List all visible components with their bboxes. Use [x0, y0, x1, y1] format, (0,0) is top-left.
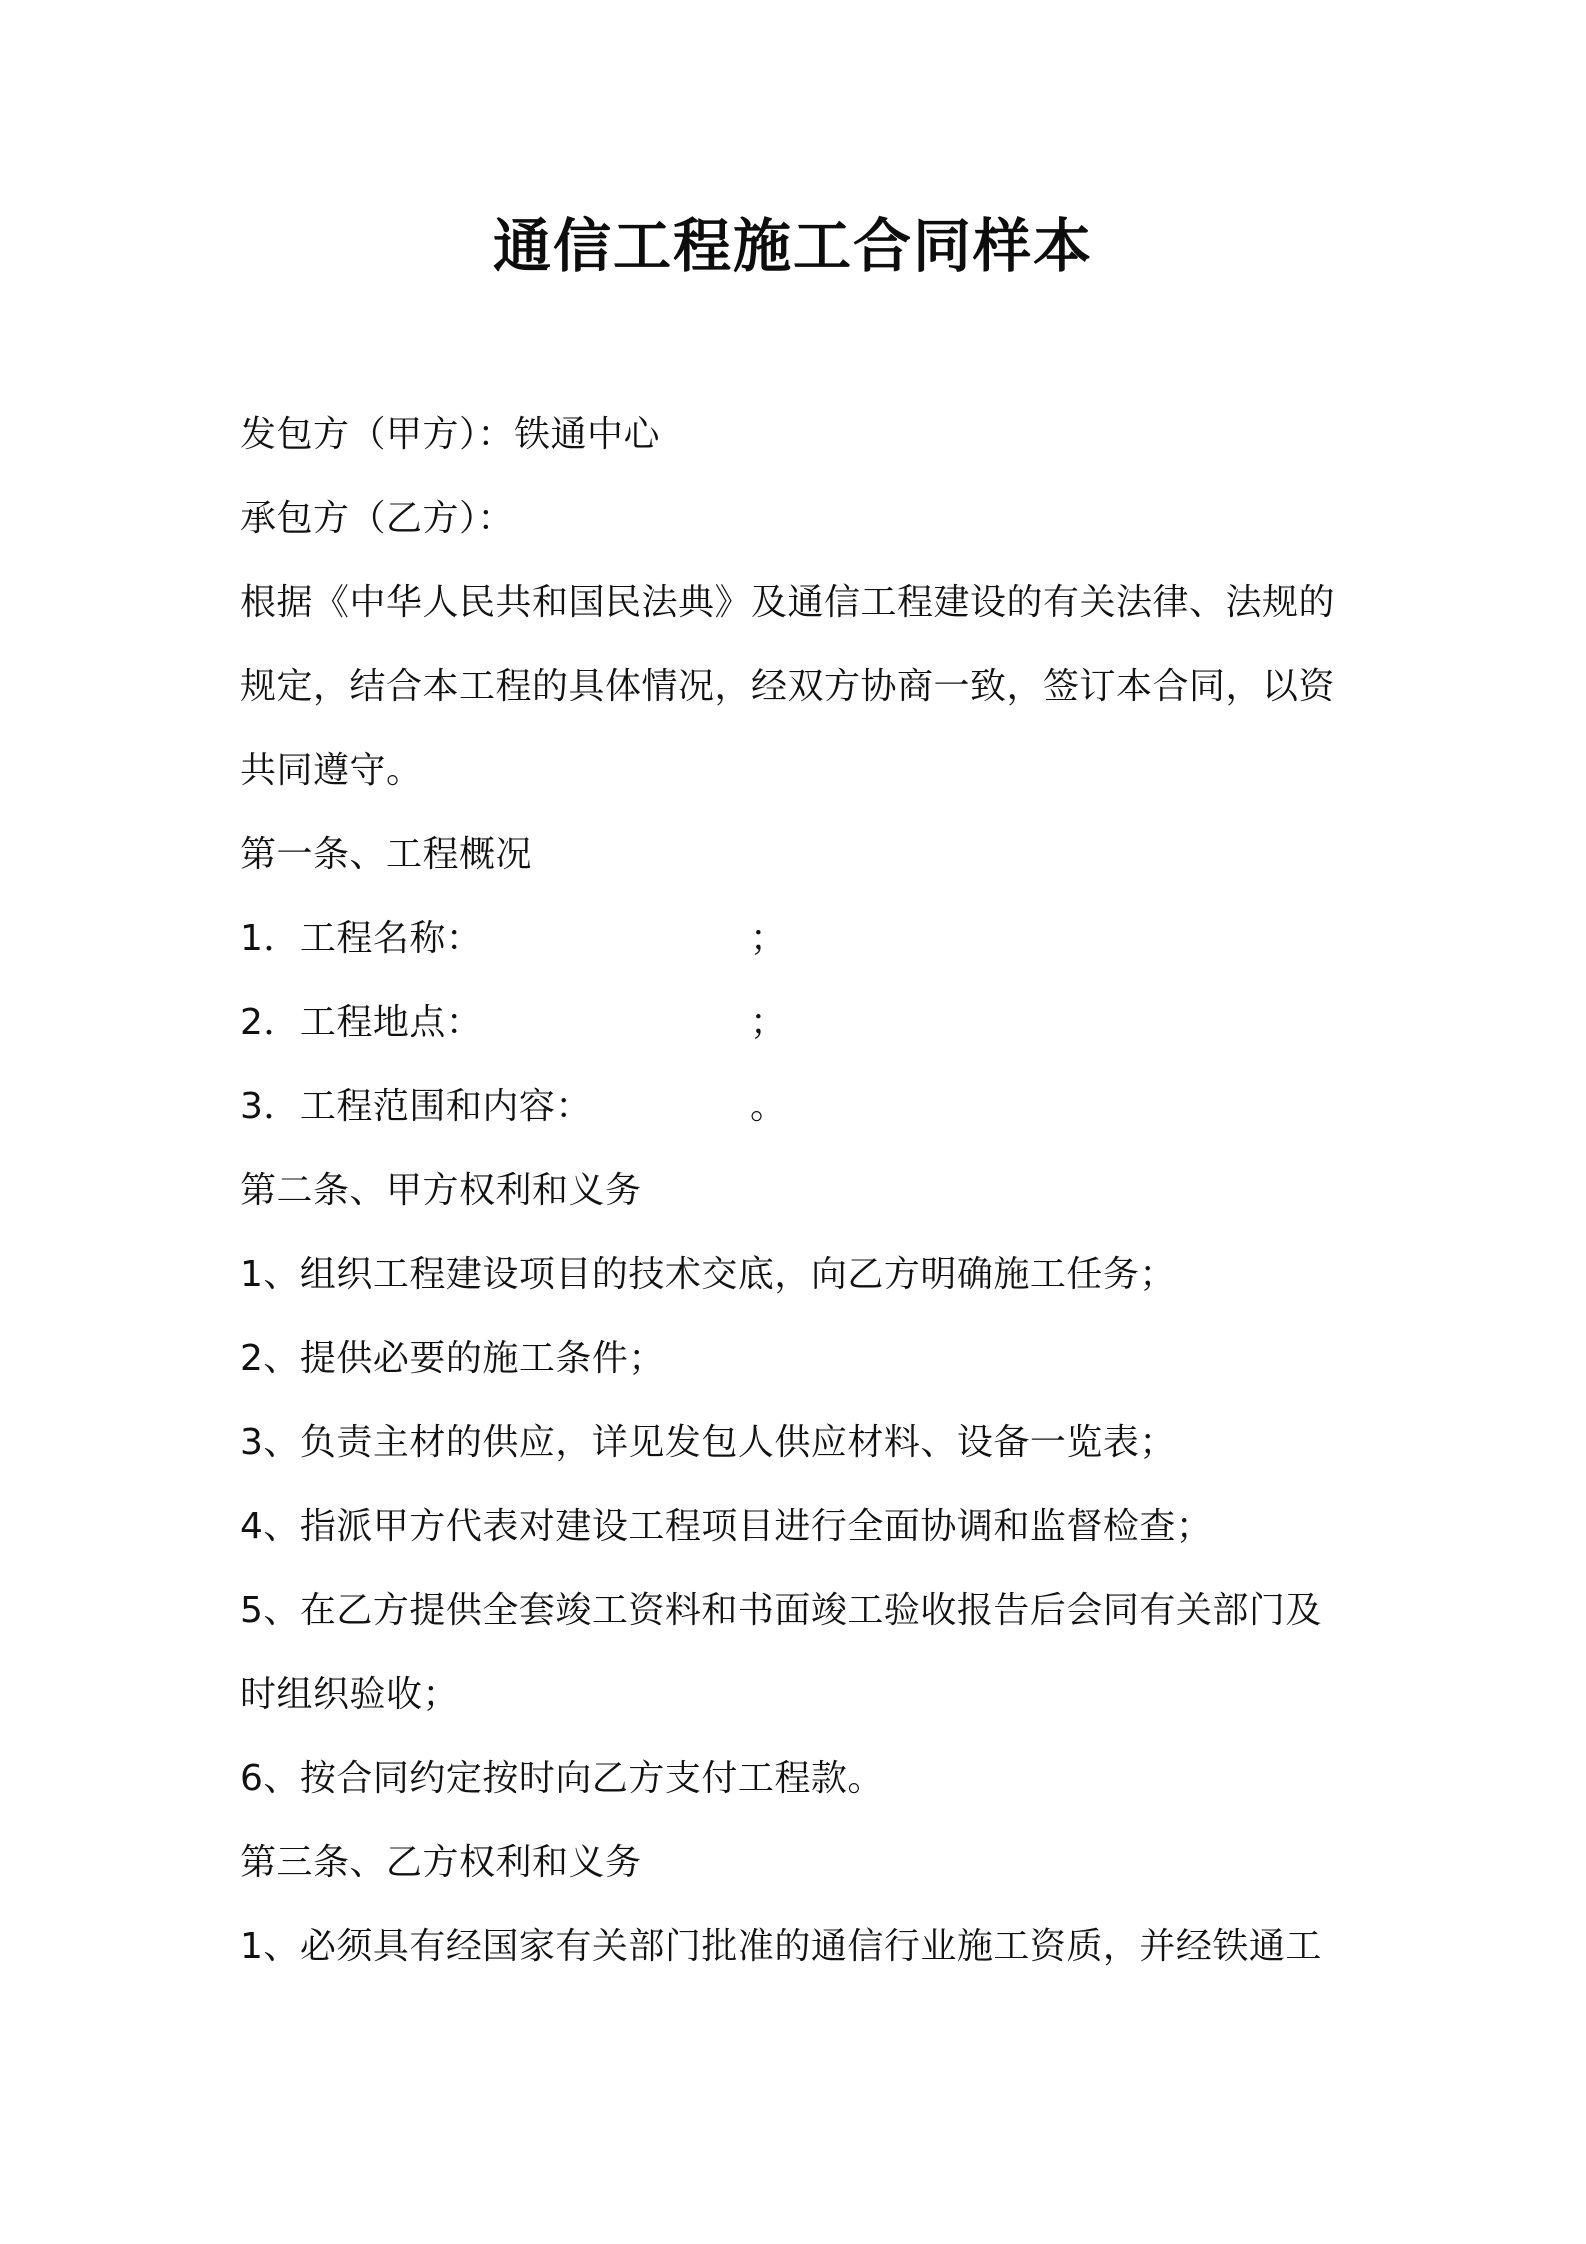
intro-line-1: 根据《中华人民共和国民法典》及通信工程建设的有关法律、法规的: [240, 582, 1336, 623]
article-2-line-1: 1、组织工程建设项目的技术交底，向乙方明确施工任务；: [240, 1254, 1176, 1295]
article-2-line-3: 3、负责主材的供应，详见发包人供应材料、设备一览表；: [240, 1422, 1176, 1463]
article-3-line-1: 1、必须具有经国家有关部门批准的通信行业施工资质，并经铁通工: [240, 1926, 1322, 1967]
project-location-end: ；: [750, 1002, 787, 1043]
intro-line-2: 规定，结合本工程的具体情况，经双方协商一致，签订本合同，以资: [240, 666, 1336, 707]
project-name-line: [240, 914, 482, 964]
project-scope-line: [240, 1082, 592, 1132]
project-scope-label: 3．工程范围和内容：: [240, 1086, 592, 1127]
article-2-line-5: 5、在乙方提供全套竣工资料和书面竣工验收报告后会同有关部门及: [240, 1590, 1322, 1631]
project-scope-end: 。: [750, 1086, 787, 1127]
article-2-line-7: 6、按合同约定按时向乙方支付工程款。: [240, 1758, 884, 1799]
article-2-line-2: 2、提供必要的施工条件；: [240, 1338, 665, 1379]
article-2-line-4: 4、指派甲方代表对建设工程项目进行全面协调和监督检查；: [240, 1506, 1213, 1547]
document-title: 通信工程施工合同样本: [492, 212, 1093, 280]
intro-line-3: 共同遵守。: [240, 750, 423, 791]
article-3-heading: 第三条、乙方权利和义务: [240, 1842, 642, 1883]
project-name-label: 1．工程名称：: [240, 918, 483, 959]
project-location-line: [240, 998, 482, 1048]
project-name-end: ；: [750, 918, 787, 959]
article-2-line-6: 时组织验收；: [240, 1674, 460, 1715]
article-1-heading: 第一条、工程概况: [240, 834, 533, 875]
party-b-line: 承包方（乙方）：: [240, 498, 515, 539]
article-2-heading: 第二条、甲方权利和义务: [240, 1170, 642, 1211]
project-location-label: 2．工程地点：: [240, 1002, 483, 1043]
party-a-line: 发包方（甲方）：铁通中心: [240, 414, 661, 455]
